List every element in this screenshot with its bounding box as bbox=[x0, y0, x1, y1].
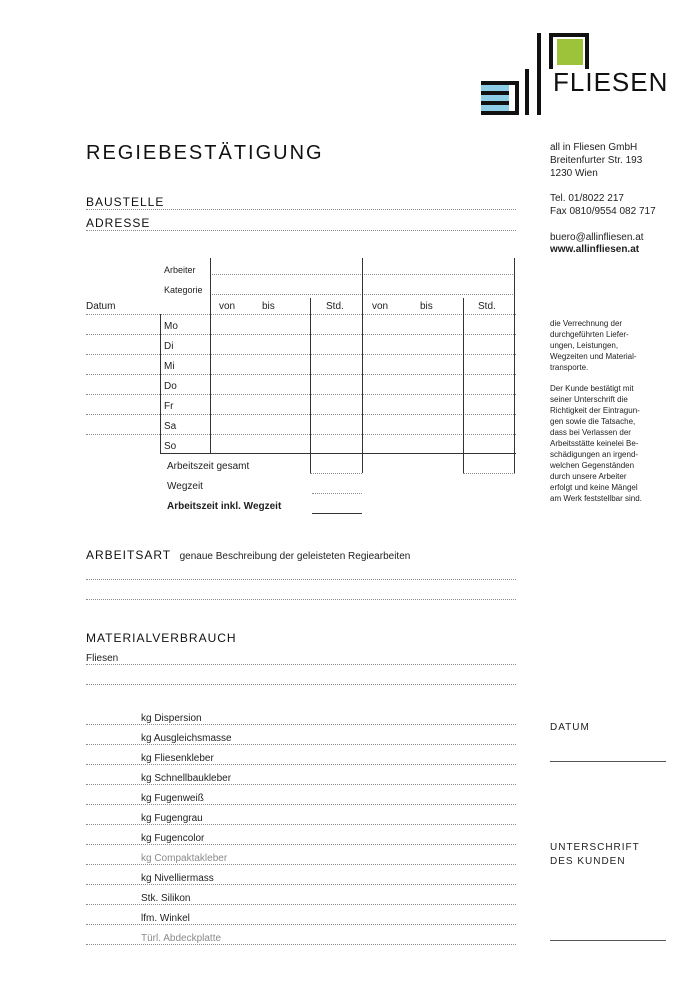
note-line: gen sowie die Tatsache, bbox=[550, 417, 636, 426]
fliesen-line-1[interactable] bbox=[86, 664, 516, 665]
material-field[interactable] bbox=[86, 944, 516, 945]
fliesen-line-2[interactable] bbox=[86, 684, 516, 685]
logo-brand-text: FLIESEN bbox=[553, 67, 669, 97]
arbeiter-label: Arbeiter bbox=[164, 265, 196, 275]
arbeitszeit-inkl-label: Arbeitszeit inkl. Wegzeit bbox=[167, 501, 282, 512]
note-line: transporte. bbox=[550, 363, 589, 372]
bis-header-1: bis bbox=[262, 301, 275, 312]
company-logo bbox=[481, 33, 669, 115]
day-do: Do bbox=[164, 381, 177, 392]
material-field[interactable] bbox=[86, 824, 516, 825]
company-street: Breitenfurter Str. 193 bbox=[550, 155, 643, 166]
col-divider bbox=[463, 298, 464, 473]
day-sa: Sa bbox=[164, 421, 177, 432]
signature-field[interactable] bbox=[550, 940, 666, 941]
material-item: kg Fugenweiß bbox=[141, 793, 204, 804]
material-item: kg Fliesenkleber bbox=[141, 753, 214, 764]
row-sa[interactable] bbox=[86, 434, 516, 435]
company-tel: Tel. 01/8022 217 bbox=[550, 193, 624, 204]
note-line: durch unsere Arbeiter bbox=[550, 472, 627, 481]
arbeitszeit-gesamt-field-1[interactable] bbox=[310, 473, 362, 474]
company-email: buero@allinfliesen.at bbox=[550, 232, 644, 243]
row-di[interactable] bbox=[86, 354, 516, 355]
col-divider bbox=[160, 314, 161, 453]
material-field[interactable] bbox=[86, 744, 516, 745]
note-line: Richtigkeit der Eintragun- bbox=[550, 406, 640, 415]
arbeitszeit-inkl-field[interactable] bbox=[312, 513, 362, 514]
bis-header-2: bis bbox=[420, 301, 433, 312]
page-title: REGIEBESTÄTIGUNG bbox=[86, 142, 324, 164]
note-line: Der Kunde bestätigt mit bbox=[550, 384, 634, 393]
header-rule bbox=[86, 314, 516, 315]
col-divider bbox=[362, 258, 363, 473]
day-mi: Mi bbox=[164, 361, 175, 372]
arbeitsart-line-2[interactable] bbox=[86, 599, 516, 600]
note-line: ungen, Leistungen, bbox=[550, 341, 619, 350]
material-field[interactable] bbox=[86, 724, 516, 725]
signature-label-1: UNTERSCHRIFT bbox=[550, 842, 640, 853]
row-do[interactable] bbox=[86, 394, 516, 395]
note-line: erfolgt und keine Mängel bbox=[550, 483, 638, 492]
material-item: kg Schnellbaukleber bbox=[141, 773, 232, 784]
material-field[interactable] bbox=[86, 864, 516, 865]
material-item: kg Dispersion bbox=[141, 713, 202, 724]
col-divider bbox=[310, 298, 311, 473]
arbeitsart-title: ARBEITSART bbox=[86, 548, 172, 562]
row-mi[interactable] bbox=[86, 374, 516, 375]
material-field[interactable] bbox=[86, 804, 516, 805]
note-line: durchgeführten Liefer- bbox=[550, 330, 629, 339]
note-line: seiner Unterschrift die bbox=[550, 395, 628, 404]
company-city: 1230 Wien bbox=[550, 168, 598, 179]
material-item: kg Fugencolor bbox=[141, 833, 205, 844]
fliesen-label: Fliesen bbox=[86, 653, 119, 664]
material-item: kg Compaktakleber bbox=[141, 853, 228, 864]
material-field[interactable] bbox=[86, 884, 516, 885]
note-line: welchen Gegenständen bbox=[550, 461, 635, 470]
material-item: Türl. Abdeckplatte bbox=[141, 933, 222, 944]
wegzeit-field[interactable] bbox=[312, 493, 362, 494]
material-item: kg Nivelliermass bbox=[141, 873, 214, 884]
company-web: www.allinfliesen.at bbox=[550, 244, 640, 255]
note-line: die Verrechnung der bbox=[550, 319, 623, 328]
material-item: kg Ausgleichsmasse bbox=[141, 733, 232, 744]
adresse-label: ADRESSE bbox=[86, 216, 151, 230]
kategorie-label: Kategorie bbox=[164, 285, 203, 295]
material-item: kg Fugengrau bbox=[141, 813, 203, 824]
wegzeit-label: Wegzeit bbox=[167, 481, 203, 492]
material-field[interactable] bbox=[86, 844, 516, 845]
row-mo[interactable] bbox=[86, 334, 516, 335]
material-field[interactable] bbox=[86, 784, 516, 785]
company-name: all in Fliesen GmbH bbox=[550, 142, 638, 153]
arbeitsart-line-1[interactable] bbox=[86, 579, 516, 580]
material-title: MATERIALVERBRAUCH bbox=[86, 631, 237, 645]
day-fr: Fr bbox=[164, 401, 174, 412]
day-so: So bbox=[164, 441, 177, 452]
note-line: am Werk feststellbar sind. bbox=[550, 494, 642, 503]
note-line: dass bei Verlassen der bbox=[550, 428, 631, 437]
datum-label: DATUM bbox=[550, 722, 590, 733]
von-header-2: von bbox=[372, 301, 389, 312]
von-header-1: von bbox=[219, 301, 236, 312]
baustelle-label: BAUSTELLE bbox=[86, 195, 165, 209]
signature-label-2: DES KUNDEN bbox=[550, 856, 626, 867]
datum-header: Datum bbox=[86, 301, 116, 312]
note-line: Wegzeiten und Material- bbox=[550, 352, 637, 361]
row-fr[interactable] bbox=[86, 414, 516, 415]
material-item: Stk. Silikon bbox=[141, 893, 191, 904]
arbeitszeit-gesamt-field-2[interactable] bbox=[463, 473, 515, 474]
material-field[interactable] bbox=[86, 764, 516, 765]
arbeitsart-heading bbox=[86, 546, 410, 564]
material-field[interactable] bbox=[86, 904, 516, 905]
std-header-1: Std. bbox=[326, 301, 344, 312]
std-header-2: Std. bbox=[478, 301, 496, 312]
datum-field[interactable] bbox=[550, 761, 666, 762]
arbeitsart-subtitle: genaue Beschreibung der geleisteten Regiearbeiten bbox=[179, 551, 411, 562]
col-divider bbox=[514, 258, 515, 473]
note-line: Arbeitsstätte keinelei Be- bbox=[550, 439, 639, 448]
material-item: lfm. Winkel bbox=[141, 913, 190, 924]
arbeitszeit-gesamt-label: Arbeitszeit gesamt bbox=[167, 461, 250, 472]
baustelle-field[interactable] bbox=[86, 209, 516, 210]
day-di: Di bbox=[164, 341, 174, 352]
col-divider bbox=[210, 258, 211, 453]
adresse-field[interactable] bbox=[86, 230, 516, 231]
company-fax: Fax 0810/9554 082 717 bbox=[550, 206, 656, 217]
note-line: schädigungen an irgend- bbox=[550, 450, 639, 459]
material-field[interactable] bbox=[86, 924, 516, 925]
day-mo: Mo bbox=[164, 321, 178, 332]
